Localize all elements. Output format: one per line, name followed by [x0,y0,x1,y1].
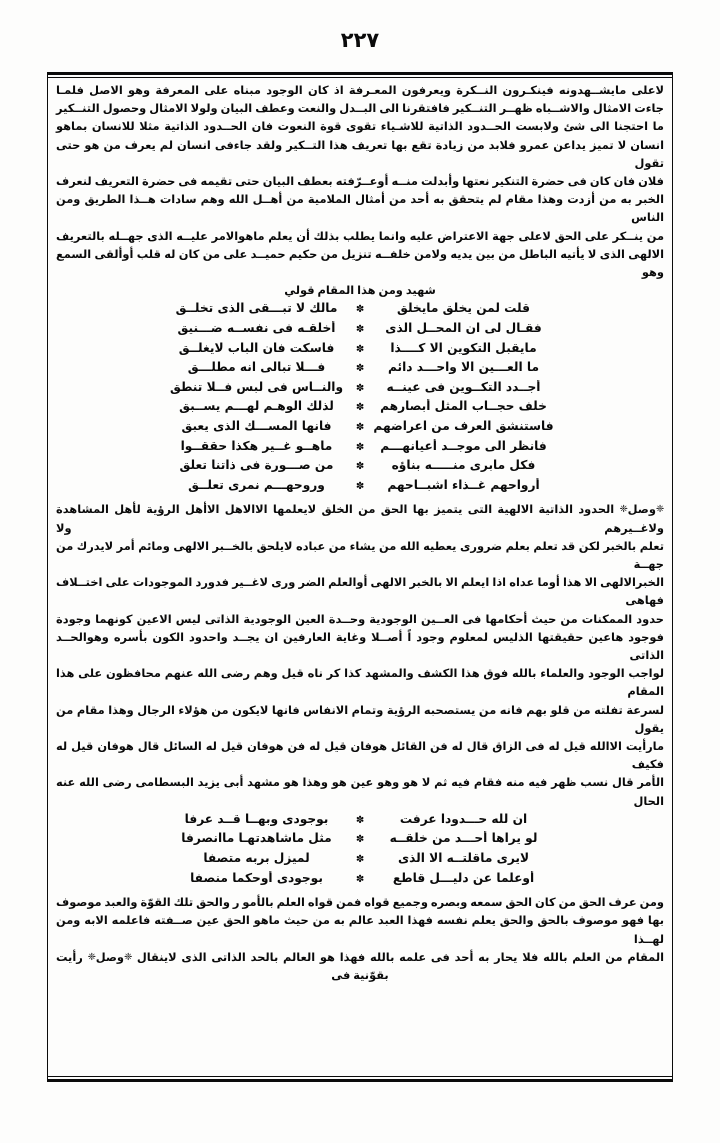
prose-text: تعلم بالخبر لكن قد تعلم بعلم ضرورى يعطيه الله من يشاء من عباده لايلحق بالخــبر الالهى ومائم أمر لايدرك من جهــة [56,538,664,571]
hemistich-first: فقـال لى ان المحــل الذى [385,321,542,336]
prose-line [56,737,664,773]
prose-text: بها فهو موصوف بالحق والحق يعلم نفسه فهذا العبد عالم به من حيث ماهو الحق عين صــفته فاعلمه الابه ومن لهــذا [56,913,664,946]
verse-separator-icon: ✽ [355,343,365,355]
prose-text: رأيت بقوّنية فى [56,949,389,983]
hemistich-first: فكل مابرى منـــــه بناؤه [391,458,536,473]
prose-line [56,893,664,911]
prose-text: الأمر قال نسب ظهر فيه منه فقام فيه ثم لا هو وهو عين هو وهذا هو مشهد أبى يزيد البسطامى رضى الله عنه الحال [56,775,664,808]
hemistich-first: لو يراها أحـــد من خلقــه [389,831,538,846]
prose-line [56,500,664,536]
verse-separator-icon: ✽ [355,461,365,473]
hemistich-second: وروحهـــم نمرى تعلــق [188,477,325,492]
verse-line [53,301,667,321]
verse-separator-icon: ✽ [355,873,365,885]
verse-separator-icon: ✽ [355,324,365,336]
poem-block-one [53,301,667,497]
poem-block-two [53,812,667,890]
wasl-label: وصل [627,502,656,517]
hemistich-second: بوجودى وبهــا قــد عرفا [184,811,329,826]
verse-separator-icon: ✽ [355,363,365,375]
hemistich-second: أخلقـه فى نفســه ضـــنيق [177,321,336,336]
verse-line [53,321,667,341]
prose-line [56,773,664,809]
prose-line [56,537,664,573]
prose-block-middle [53,500,667,809]
verse-line [53,380,667,400]
prose-text: الالهى الذى لا يأتيه الباطل من بين يديه ولامن خلفــه تنزيل من حكيم حميــد على من كان له قلب أوألقى السمع وهو [56,246,664,280]
prose-text: المقام من العلم بالله فلا يحار به أحد فى علمه بالله فهذا هو العالم بالحد الذاتى الذى لاينقال [132,949,665,964]
verse-separator-icon: ✽ [355,814,365,826]
prose-line [56,628,664,664]
hemistich-first: فاستنشق العرف من اعراضهم [373,419,554,433]
prose-line [56,172,664,190]
verse-line [53,439,667,459]
hemistich-second: والنــاس فى لبس فــلا تنطق [169,379,344,394]
verse-line [53,831,667,851]
hemistich-second: لميزل بربه متصفا [203,851,310,866]
prose-line [56,190,664,226]
prose-line [56,245,664,281]
wasl-ornament-right-icon: ❈ [123,951,133,963]
text-frame-inner [53,81,667,1073]
prose-text: فوجود هاعين حقيقتها الذليس لمعلوم وجود اً أصــلا وغاية العارفين ان يجــد واحدود الكون بأسره وهوالحــد الذاتى [56,629,664,662]
hemistich-second: من صـــورة فى ذاتنا تعلق [179,458,334,473]
prose-text: مارأيت الاالله قيل له فى الزاق قال له فن القائل هوفان قيل له فن هوفان قيل له السائل قال هوفان قيل له فكيف [56,739,664,772]
hemistich-second: بوجودى أوحكما منصفا [190,870,323,885]
verse-separator-icon: ✽ [355,422,365,433]
spacer [53,810,667,811]
hemistich-first: خلف حجــاب المثل أبصارهم [380,399,547,414]
hemistich-first: أجــدد التكــوين فى عينــه [386,379,541,394]
prose-block-bottom [53,893,667,984]
prose-text: فلان فان كان فى حضرة التنكير نعتها وأبدلت منــه أوعــرّفته بعطف البيان حتى تقيمه فى حضرة التعريف لنعرف [56,174,664,189]
verse-line [53,871,667,891]
hemistich-second: فـــلا تبالى انه مطلـــق [187,360,326,375]
hemistich-second: مثل ماشاهدتهـا ماانصرفا [181,831,332,846]
hemistich-first: فانظر الى موجــد أعيانهـــم [380,438,547,453]
prose-line [56,99,664,117]
prose-block-top [53,81,667,299]
wasl-ornament-right-icon: ❈ [655,504,664,516]
verse-line [53,851,667,871]
wasl-section-marker [620,500,664,518]
wasl-ornament-left-icon: ❈ [87,951,96,963]
hemistich-second: فاسكت فان الباب لايغلــق [178,340,335,355]
prose-line [56,81,664,99]
verse-separator-icon: ✽ [355,480,365,492]
verse-line [53,812,667,832]
hemistich-first: ما العـــين الا واحـــد دائم [387,360,540,375]
hemistich-first: ان لله حـــدودا عرفت [399,811,528,826]
prose-line [56,573,664,609]
verse-line [53,360,667,380]
verse-line [53,399,667,419]
prose-text: ما احتجنا الى شئ ولابست الحــدود الذاتية للاشـياء تقوى قوة النعوت فان الحــدود الذاتية مثلا للانسان بماهو [56,119,664,134]
verse-separator-icon: ✽ [355,834,365,846]
prose-text: من ينــكر على الحق لاعلى جهة الاعتراض عليه وانما يطلب بذلك أن يعلم ماهوالامر عليــه الذى جهــله بالتعريف [56,228,664,243]
hemistich-second: فانها المســـك الذى يعبق [181,419,332,433]
prose-text: شهيد ومن هذا المقام قولي [284,283,436,298]
page-number: ٢٢٧ [340,28,380,52]
prose-line [56,136,664,172]
hemistich-first: أوعلما عن دليـــل قاطع [392,870,535,885]
prose-text: لاعلى مايشــهدونه فينكـرون النــكرة ويعرفون المعـرفة اذ كان الوجود مبناه على المعرفة وهو الاصل فلمـا [56,83,664,97]
prose-line [56,948,664,984]
verse-line [53,419,667,439]
prose-line [56,610,664,628]
hemistich-first: مايقبل التكوين الا كــــذا [390,340,537,355]
prose-line [56,701,664,737]
verse-separator-icon: ✽ [355,304,365,316]
prose-text: الحدود الذاتية الالهية التى يتميز بها الحق من الخلق لايعلمها الاالاهل الاأهل الرؤية لأهل المشاهدة ولاغــيرهم ولا [56,502,664,535]
prose-line [56,281,664,299]
prose-text: جاءت الامثال والاشــباه ظهــر التنــكير فافتقرنا الى البــدل والنعت وعطف البيان ولولا الامثال وحصول التنــكير [56,101,664,116]
verse-line [53,478,667,498]
prose-line [56,227,664,245]
prose-text: ومن عرف الحق من كان الحق سمعه وبصره وجميع قواه فمن قواه العلم بالأمو ر والحق تلك القوّة والعبد موصوف [56,895,664,910]
verse-separator-icon: ✽ [355,854,365,866]
hemistich-second: ماهــو غــير هكذا حققــوا [180,438,333,453]
spacer [53,299,667,300]
wasl-section-marker [88,948,132,966]
verse-separator-icon: ✽ [355,382,365,394]
hemistich-second: لذلك الوهـم لهـــم يســبق [179,399,334,414]
prose-line [56,664,664,700]
prose-text: لواجب الوجود والعلماء بالله فوق هذا الكشف والمشهد كذا كر ناه قيل وهم رضى الله عنهم محافظون على هذا المقام [56,666,664,699]
prose-text: الخبرالالهى الا هذا أوما عداه اذا ايعلم الا بالخبر الالهى أوالعلم الضر ورى لاغــير فدورد الموجودات على اختــلاف فهاهى [56,575,664,608]
hemistich-second: مالك لا تبـــقى الذى تخلــق [175,301,338,316]
prose-text: الخبر به من أزدت وهذا مقام لم يتحقق به أحد من أمثال الملامية من أهــل الله وهم سادات هــذا الطريق ومن الناس [56,192,664,225]
wasl-label: وصل [95,949,124,964]
prose-text: انسان لا تميز يداعن عمرو فلابد من زيادة تقع بها تعريف هذا التــكير ولقد جاءفى انسان لم يعرف من هو حتى تقول [56,137,664,170]
wasl-ornament-left-icon: ❈ [619,504,628,516]
verse-separator-icon: ✽ [355,402,365,414]
verse-line [53,341,667,361]
text-frame-border [47,72,673,1082]
prose-text: لسرعة تفلته من قلو بهم فانه من يستصحبه الرؤية وتمام الانفاس فانها لايكون من هؤلاء الرجال وهذا مقام من يقول [56,702,664,735]
hemistich-first: قلت لمن يخلق مايخلق [396,301,531,316]
verse-separator-icon: ✽ [355,441,365,453]
hemistich-first: أرواحهم غــذاء اشبــاحهم [387,477,540,492]
prose-line [56,911,664,947]
prose-line [56,117,664,135]
verse-line [53,458,667,478]
hemistich-first: لايرى ماقلتــه الا الذى [397,851,530,866]
prose-text: حدود الممكنات من حيث أحكامها فى العــين الوجودية وحــدة العين الوجودية الذاتى ليس الاعين كونهما وجودة [56,611,664,626]
